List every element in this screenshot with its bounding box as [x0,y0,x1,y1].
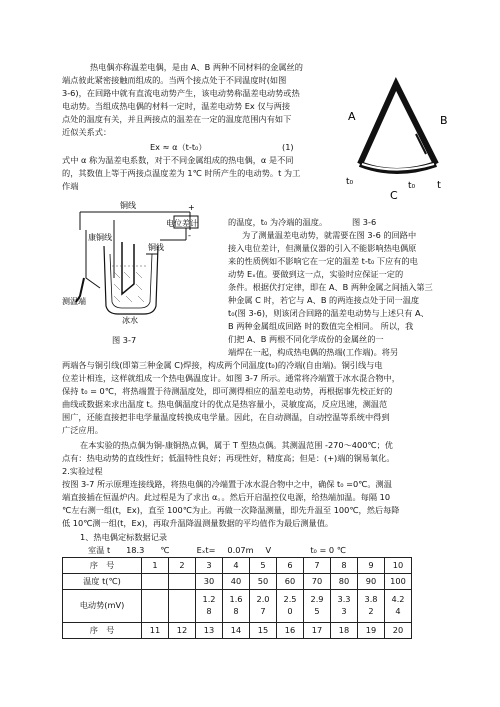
emf-bottom: 8 [206,606,212,616]
right-col-line-5: 条件。根据伏打定律，即在 A、B 两种金属之间插入第三 [228,282,433,292]
seq-cell: 8 [331,558,358,574]
fig37-label-plus: + [188,203,195,212]
seq2-cell: 18 [331,623,358,639]
fig37-label-copper-mid: 铜线 [148,243,164,252]
right-col-line-1: 为了测量温差电动势，就需要在图 3-6 的回路中 [242,230,417,240]
intro-line-2: 端点彼此紧密接触而组成的。当两个接点处于不同温度时(如图 [62,75,287,85]
temp-cell: 60 [277,574,304,590]
emf-top: 4.2 [391,594,405,605]
calibration-table [62,557,412,639]
figure-3-7 [62,196,222,324]
para2-line-2: 位差计相连，这样就组成一个热电偶温度计。如图 3-7 所示。通常将冷端置于冰水混合物中， [62,373,400,383]
seq2-cell: 17 [304,623,331,639]
fig37-label-minus: - [188,231,191,240]
seq-cell: 4 [223,558,250,574]
emf-cell [277,590,304,623]
emf-bottom: 7 [260,606,266,616]
para2-line-5: 围广，还能直接把非电学量温度转换成电学量。因此，在自动测温，自动控温等系统中得到 [62,412,390,422]
temp-cell: 90 [358,574,385,590]
procedure-line-2: 端直接插在恒温炉内。此过程是为了求出 α。。然后开启温控仪电源，给热端加温。每隔 10 [62,492,391,502]
emf-cell [223,590,250,623]
fig36-label-t: t [437,180,441,191]
emf-bottom: 3 [341,606,347,616]
record-heading: 1、热电偶定标数据记录 [80,532,168,542]
para2-line-7: 在本实验的热点偶为铜-康铜热点偶，属于 T 型热点偶。其测温范围 -270～400℃；优 [80,440,393,450]
seq2-cell: 20 [385,623,412,639]
fig37-label-meter: 电位差计 [166,219,198,228]
intro-line-3: 3-6)，在回路中就有直流电动势产生，该电动势称温差电动势或热 [62,88,300,98]
temp-cell: 100 [385,574,412,590]
intro-line-7: 式中 α 称为温差电系数，对于不同金属组成的热电偶，α 是不同 [62,155,294,165]
para2-line-4: 曲线或数据来求出温度 t。热电偶温度计的优点是热容量小，灵敏度高，反应迅速，测温范 [62,399,388,409]
emf-top: 2.9 [310,594,324,605]
seq-cell: 9 [358,558,385,574]
seq2-cell: 16 [277,623,304,639]
fig37-label-probe: 测温端 [62,297,86,306]
procedure-line-3: ℃左右测一组(t，Ex)，直至 100℃为止。再做一次降温测量，即先升温至 100℃，然后每降 [62,505,400,515]
fig37-label-ice: 冰水 [122,316,138,324]
temp-cell: 40 [223,574,250,590]
right-col-line-4: 动势 Eₓ值。要做到这一点，实验时应保证一定的 [228,269,404,279]
seq2-cell: 11 [142,623,169,639]
ex-value: 0.07m [216,545,266,558]
temp-header: 温度 t(℃) [63,574,142,590]
emf-cell [250,590,277,623]
seq2-header: 序 号 [63,623,142,639]
seq-cell: 3 [196,558,223,574]
temp-cell [169,574,196,590]
emf-bottom: 4 [395,606,401,616]
emf-bottom: 5 [314,606,320,616]
intro-line-9: 作端 [62,181,79,191]
seq-cell: 10 [385,558,412,574]
emf-cell [304,590,331,623]
emf-cell [385,590,412,623]
temp-cell: 70 [304,574,331,590]
procedure-heading: 2.实验过程 [62,466,103,476]
emf-cell [142,590,169,623]
room-temp-unit: ℃ [160,545,170,555]
emf-top: 2.5 [283,594,297,605]
para2-line-6: 广泛应用。 [62,425,103,435]
right-col-line-2: 接入电位差计，但测量仪器的引入不能影响热电偶原 [228,243,417,253]
table-row-seq [63,558,412,574]
table-row-seq-2 [63,623,412,639]
emf-cell [196,590,223,623]
para2-line-0: 端焊在一起，构成热电偶的热端(工作端)。将另 [228,347,399,357]
seq2-cell: 13 [196,623,223,639]
fig36-label-t0-right: t₀ [408,181,416,191]
seq-cell: 6 [277,558,304,574]
ex-unit: V [265,545,272,555]
formula: Ex ≈ α（t-t₀） [150,142,207,152]
fig36-label-c: C [390,189,398,202]
intro-line-5: 点处的温度有关，并且两接点的温差在一定的温度范围内有如下 [62,114,292,124]
emf-top: 3.3 [337,594,351,605]
emf-top: 1.6 [229,594,243,605]
fig37-caption: 图 3-7 [112,335,137,345]
temp-cell: 30 [196,574,223,590]
fig37-constantan-wire [122,242,134,294]
fig37-label-copper-top: 铜线 [120,201,136,210]
procedure-line-4: 低 10℃测一组(t，Ex)，再取升温降温测量数据的平均值作为最后测量值。 [62,518,334,528]
para2-line-8: 点有：热电动势的直线性好；低温特性良好；再现性好，精度高；但是：(+)端的铜易氧化。 [62,453,395,463]
formula-number: (1) [282,142,294,152]
intro-line-6: 近似关系式： [62,127,112,137]
right-col-line-7: t₀(图 3-6)，则该闭合回路的温差电动势与上述只有 A、 [228,308,429,318]
fig36-label-a: A [348,110,356,123]
emf-top: 1.2 [202,594,216,605]
para2-line-1: 两端各与铜引线(即第三种金属 C)焊接，构成两个同温度(t₀)的冷端(自由端)。铜引线与电 [62,360,383,370]
right-col-line-0: 的温度，t₀ 为冷端的温度。 [228,217,328,227]
right-col-line-8: B 两种金属组成回路 时的数值完全相同。 所以，我 [228,321,414,331]
emf-cell [169,590,196,623]
right-col-line-3: 来的性质例如不影响它在一定的温差 t-t₀ 下应有的电 [228,256,418,266]
emf-top: 3.8 [364,594,378,605]
emf-header: 电动势(mV) [63,590,142,623]
fig37-label-constantan: 康铜线 [88,233,112,242]
room-temp-value: 18.3 [110,545,160,558]
procedure-line-1: 按图 3-7 所示原理连接线路，将热电偶的冷端置于冰水混合物中之中，确保 t₀ =0℃。测温 [62,479,392,489]
table-row-emf [63,590,412,623]
temp-cell: 80 [331,574,358,590]
fig36-label-t0-left: t₀ [346,177,354,187]
intro-line-8: 的，其数值上等于两接点温度差为 1℃ 时所产生的电动势。t 为工 [62,168,301,178]
emf-cell [331,590,358,623]
seq-cell: 1 [142,558,169,574]
figure-3-6 [338,72,458,212]
emf-cell [358,590,385,623]
seq-header: 序 号 [63,558,142,574]
fig37-vessel [104,246,158,314]
t0-label: t₀ = 0 ℃ [310,545,346,555]
fig36-label-b: B [440,114,448,127]
seq-cell: 2 [169,558,196,574]
emf-bottom: 0 [287,606,293,616]
para2-line-3: 保持 t₀ = 0℃，将热端置于待测温度处，即可测得相应的温差电动势，再根据事先校正好的 [62,386,393,396]
record-conditions [88,545,448,558]
table-row-temp [63,574,412,590]
ex-label: Eₓt= [196,545,216,555]
fig36-caption: 图 3-6 [352,217,377,227]
emf-bottom: 2 [368,606,374,616]
room-temp-label: 室温 t [88,545,111,555]
seq-cell: 5 [250,558,277,574]
intro-line-1: 热电偶亦称温差电偶，是由 A、B 两种不同材料的金属丝的 [90,62,303,72]
seq2-cell: 15 [250,623,277,639]
seq2-cell: 14 [223,623,250,639]
seq2-cell: 19 [358,623,385,639]
temp-cell [142,574,169,590]
emf-top: 2.0 [256,594,270,605]
temp-cell: 50 [250,574,277,590]
seq2-cell: 12 [169,623,196,639]
intro-line-4: 电动势。当组成热电偶的材料一定时，温差电动势 Ex 仅与两接 [62,101,291,111]
seq-cell: 7 [304,558,331,574]
right-col-line-9: 们把 A、B 两根不同化学成份的金属丝的一 [228,334,384,344]
right-col-line-6: 种金属 C 时，若它与 A、B 的两连接点处于同一温度 [228,295,420,305]
emf-bottom: 8 [233,606,239,616]
